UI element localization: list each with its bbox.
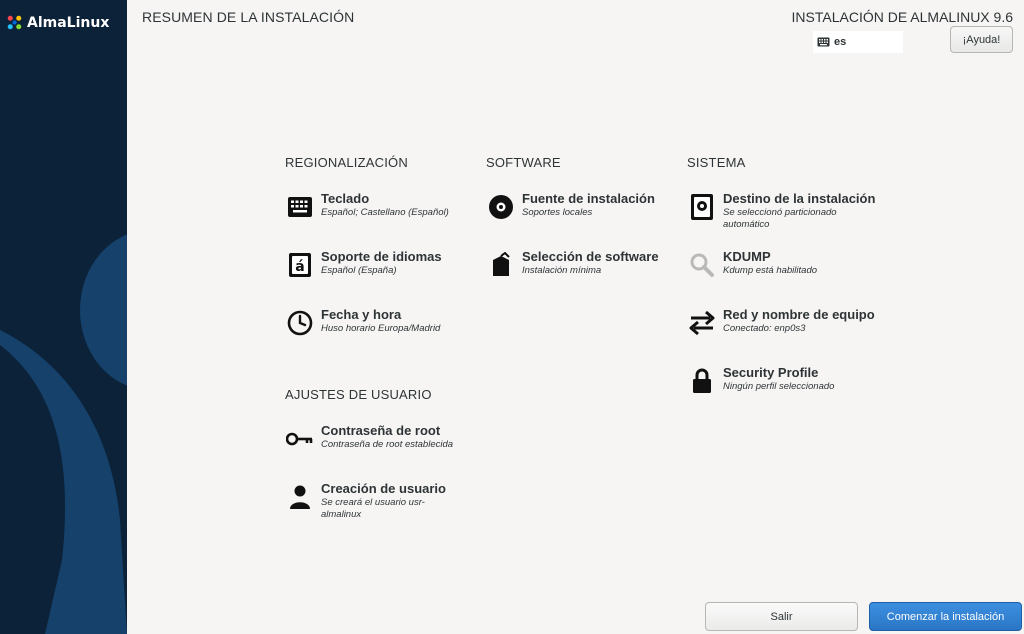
spoke-title: Red y nombre de equipo <box>723 307 875 322</box>
spoke-title: Fuente de instalación <box>522 191 655 206</box>
network-arrows-icon <box>687 308 717 338</box>
spoke-root-password[interactable] <box>285 423 453 454</box>
spoke-title: Creación de usuario <box>321 481 446 496</box>
spoke-keyboard[interactable] <box>285 191 449 222</box>
spoke-language-support[interactable] <box>285 249 442 280</box>
spoke-status: Kdump está habilitado <box>723 265 818 276</box>
section-heading-system: SISTEMA <box>687 155 746 170</box>
spoke-software-selection[interactable] <box>486 249 659 280</box>
spoke-user-creation[interactable] <box>285 481 446 521</box>
almalinux-logo-icon <box>6 14 23 31</box>
section-heading-software: SOFTWARE <box>486 155 561 170</box>
spoke-kdump[interactable] <box>687 249 817 280</box>
product-title: INSTALACIÓN DE ALMALINUX 9.6 <box>791 9 1013 25</box>
svg-text:á: á <box>295 259 305 275</box>
brand-name: AlmaLinux <box>27 14 110 31</box>
keyboard-icon <box>817 37 830 47</box>
help-button[interactable]: ¡Ayuda! <box>950 26 1013 53</box>
spoke-title: Destino de la instalación <box>723 191 876 206</box>
spoke-title: Fecha y hora <box>321 307 402 322</box>
sidebar <box>0 0 127 634</box>
spoke-title: Soporte de idiomas <box>321 249 442 264</box>
package-icon <box>486 250 516 280</box>
brand <box>6 14 109 31</box>
spoke-status: Conectado: enp0s3 <box>723 323 806 334</box>
clock-icon <box>285 308 315 338</box>
spoke-title: Teclado <box>321 191 370 206</box>
spoke-status: Español; Castellano (Español) <box>321 207 449 218</box>
spoke-installation-source[interactable] <box>486 191 655 222</box>
spoke-status: Ningún perfil seleccionado <box>723 381 835 392</box>
spoke-status: Soportes locales <box>522 207 593 218</box>
section-heading-localization: REGIONALIZACIÓN <box>285 155 408 170</box>
keyboard-icon <box>285 192 315 222</box>
quit-button[interactable]: Salir <box>705 602 858 631</box>
lock-icon <box>687 366 717 396</box>
spoke-status: Huso horario Europa/Madrid <box>321 323 441 334</box>
sidebar-background-art <box>0 0 127 634</box>
user-icon <box>285 482 315 512</box>
spoke-status: Se seleccionó particionado automático <box>723 207 837 230</box>
spoke-status: Se creará el usuario usr-almalinux <box>321 497 425 520</box>
key-icon <box>285 424 315 454</box>
harddisk-icon <box>687 192 717 222</box>
spoke-status: Contraseña de root establecida <box>321 439 454 450</box>
spoke-title: Security Profile <box>723 365 819 380</box>
page-title: RESUMEN DE LA INSTALACIÓN <box>142 9 355 25</box>
spoke-installation-destination[interactable] <box>687 191 875 231</box>
keyboard-layout-indicator[interactable] <box>813 31 903 53</box>
spoke-status: Instalación mínima <box>522 265 602 276</box>
spoke-title: Contraseña de root <box>321 423 441 438</box>
spoke-title: Selección de software <box>522 249 659 264</box>
spoke-status: Español (España) <box>321 265 397 276</box>
begin-installation-button[interactable]: Comenzar la instalación <box>869 602 1022 631</box>
disc-icon <box>486 192 516 222</box>
spoke-date-time[interactable] <box>285 307 440 338</box>
spoke-security-profile[interactable] <box>687 365 834 396</box>
spoke-title: KDUMP <box>723 249 771 264</box>
magnifier-icon <box>687 250 717 280</box>
keyboard-layout-label: es <box>834 36 847 48</box>
language-icon <box>285 250 315 280</box>
spoke-network-hostname[interactable] <box>687 307 875 338</box>
section-heading-user-settings: AJUSTES DE USUARIO <box>285 387 432 402</box>
